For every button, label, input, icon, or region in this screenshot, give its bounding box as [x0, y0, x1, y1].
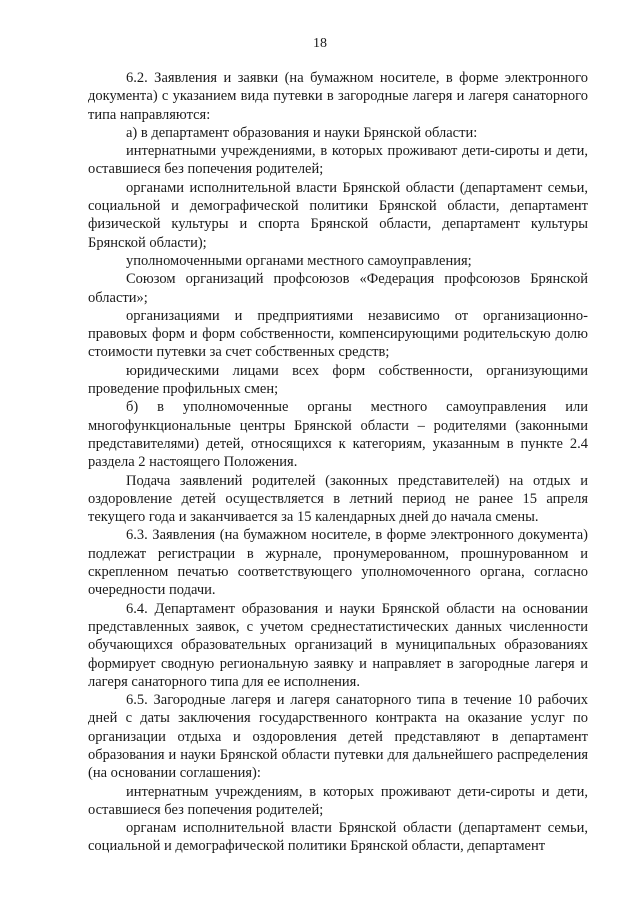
paragraph: организациями и предприятиями независимо от организационно-правовых форм и форм собственности, компенсирующими родительскую долю стоимости путевки за счет собственных средств; — [88, 307, 588, 361]
page-number: 18 — [313, 36, 327, 51]
paragraph-6-3: 6.3. Заявления (на бумажном носителе, в форме электронного документа) подлежат регистрации в журнале, пронумерованном, прошнурованном и скрепленном печатью соответствующего уполномоченного органа, согласно очередности подачи. — [88, 527, 588, 599]
paragraph: уполномоченными органами местного самоуправления; — [126, 252, 472, 269]
paragraph: органами исполнительной власти Брянской области (департамент семьи, социальной и демографической политики Брянской области, департамент физической культуры и спорта Брянской области, департамент культуры Брянской области); — [88, 179, 588, 251]
paragraph: интернатным учреждениям, в которых проживают дети-сироты и дети, оставшиеся без попечения родителей; — [88, 783, 588, 818]
paragraph: интернатными учреждениями, в которых проживают дети-сироты и дети, оставшиеся без попечения родителей; — [88, 143, 588, 178]
paragraph: Подача заявлений родителей (законных представителей) на отдых и оздоровление детей осуществляется в летний период не ранее 15 апреля текущего года и заканчивается за 15 календарных дней до начала смены. — [88, 472, 588, 526]
paragraph-item-b: б) в уполномоченные органы местного самоуправления или многофункциональные центры Брянской области – родителями (законными представителями) детей, относящихся к категориям, указанным в пункте 2.4 раздела 2 настоящего Положения. — [88, 399, 588, 471]
paragraph-6-4: 6.4. Департамент образования и науки Брянской области на основании представленных заявок, с учетом среднестатистических данных численности обучающихся образовательных организаций в муниципальных образованиях формирует сводную региональную заявку и направляет в загородные лагеря и лагеря санаторного типа для ее исполнения. — [88, 600, 588, 690]
document-body — [88, 69, 588, 856]
paragraph-item-a: а) в департамент образования и науки Брянской области: — [126, 124, 478, 141]
paragraph: юридическими лицами всех форм собственности, организующими проведение профильных смен; — [88, 362, 588, 398]
paragraph: Союзом организаций профсоюзов «Федерация профсоюзов Брянской области»; — [88, 271, 588, 306]
paragraph: органам исполнительной власти Брянской области (департамент семьи, социальной и демографической политики Брянской области, департамент — [88, 820, 588, 855]
paragraph-6-5: 6.5. Загородные лагеря и лагеря санаторного типа в течение 10 рабочих дней с даты заключения государственного контракта на оказание услуг по организации отдыха и оздоровления детей представляют в департамент образования и науки Брянской области путевки для дальнейшего распределения (на основании соглашения): — [88, 692, 588, 782]
paragraph-6-2: 6.2. Заявления и заявки (на бумажном носителе, в форме электронного документа) с указанием вида путевки в загородные лагеря и лагеря санаторного типа направляются: — [88, 70, 588, 123]
